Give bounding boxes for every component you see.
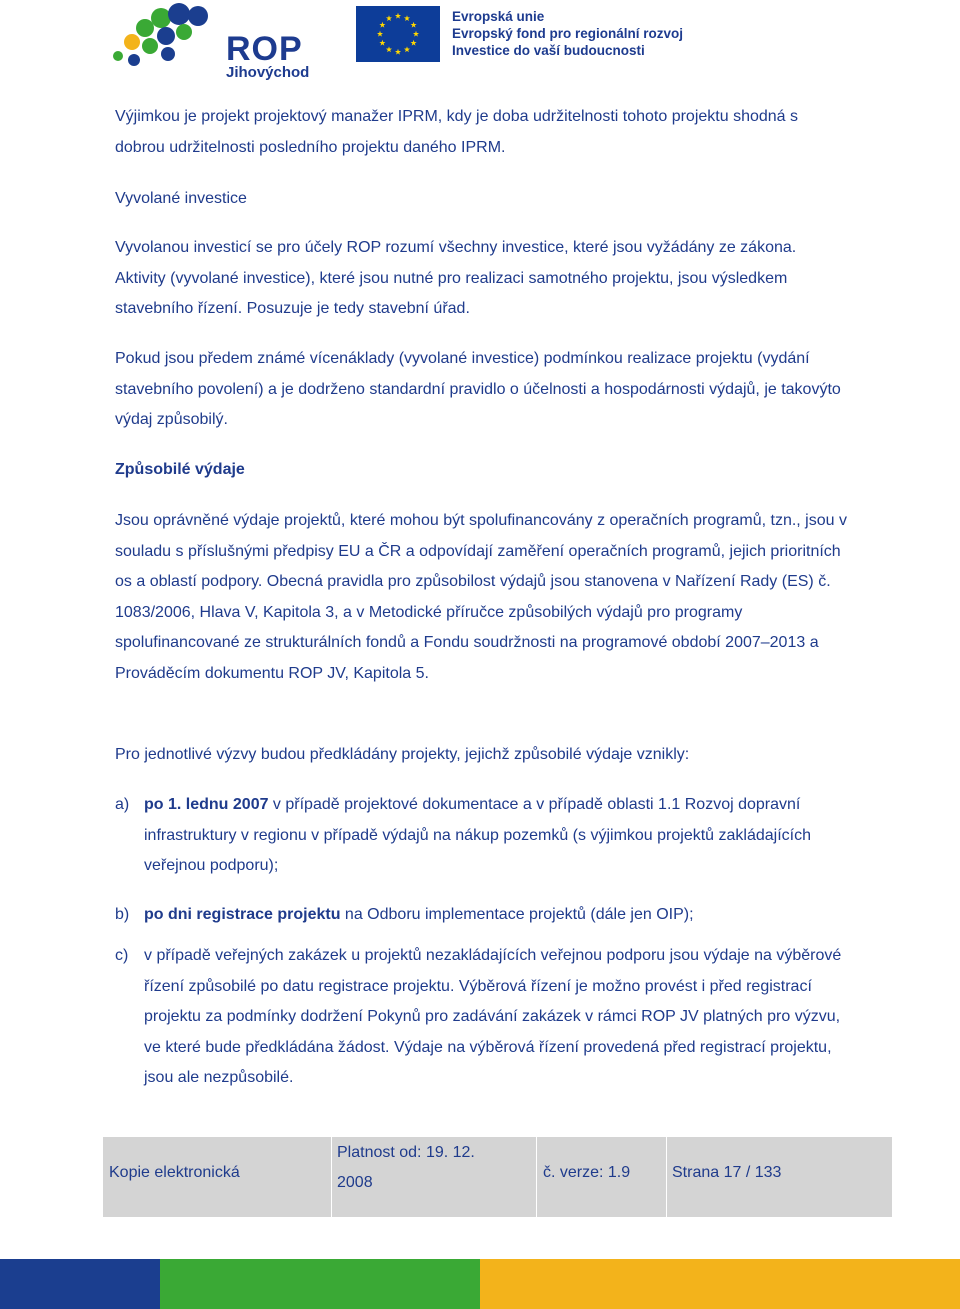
footer-validity	[337, 1138, 532, 1198]
list-text	[144, 900, 854, 931]
list-rest: na Odboru implementace projektů (dále jen OIP);	[340, 906, 694, 923]
list-rest: v případě veřejných zakázek u projektů nezakládajících veřejnou podporu jsou výdaje na výběrové řízení způsobilé po datu registrace projektu. Výběrová řízení je možno provést i před registrací projektu za podmínky dodržení Pokynů pro zadávání zakázek v rámci ROP JV platných pro výzvu, ve které bude předkládána žádost. Výdaje na výběrová řízení provedená před registrací projektu, jsou ale nezpůsobilé.	[144, 947, 842, 1086]
paragraph: Výjimkou je projekt projektový manažer IPRM, kdy je doba udržitelnosti tohoto projektu shodná s dobrou udržitelnosti posledního projektu daného IPRM.	[115, 108, 799, 156]
paragraph: Jsou oprávněné výdaje projektů, které mohou být spolufinancovány z operačních programů, tzn., jsou v souladu s příslušnými předpisy EU a ČR a odpovídají zaměření operačních programů, jejich prioritních os a oblastí podpory. Obecná pravidla pro způsobilost výdajů jsou stanovena v Nařízení Rady (ES) č. 1083/2006, Hlava V, Kapitola 3, a v Metodické příručce způsobilých výdajů pro programy spolufinancované ze strukturálních fondů a Fondu soudržnosti na programové období 2007–2013 a Prováděcím dokumentu ROP JV, Kapitola 5.	[115, 512, 847, 682]
footer-separator	[666, 1137, 667, 1217]
list-bold: po dni registrace projektu	[144, 906, 341, 923]
list-label: b)	[115, 906, 130, 923]
paragraph: Pokud jsou předem známé vícenáklady (vyvolané investice) podmínkou realizace projektu (vydání stavebního povolení) a je dodrženo standardní pravidlo o účelnosti a hospodárnosti výdajů, je takovýto výdaj způsobilý.	[115, 350, 841, 428]
footer-table	[103, 1137, 892, 1217]
eu-line: Evropská unie	[452, 9, 545, 24]
footer-validity-line: Platnost od: 19. 12.	[337, 1144, 475, 1161]
eu-line: Investice do vaší budoucnosti	[452, 43, 645, 58]
eu-flag-icon	[356, 6, 440, 62]
list-label: c)	[115, 947, 129, 964]
list-text	[144, 790, 854, 882]
section-heading: Vyvolané investice	[115, 190, 247, 207]
eu-line: Evropský fond pro regionální rozvoj	[452, 26, 684, 41]
rop-logo-text: ROP	[226, 30, 303, 68]
footer-separator	[331, 1137, 332, 1217]
bar-yellow	[480, 1259, 960, 1309]
list-label: a)	[115, 796, 130, 813]
list-bold: po 1. lednu 2007	[144, 796, 269, 813]
rop-logo-subtitle: Jihovýchod	[226, 64, 310, 81]
footer-validity-line: 2008	[337, 1174, 373, 1191]
eu-logo-text	[452, 8, 683, 59]
section-heading: Způsobilé výdaje	[115, 461, 245, 478]
paragraph: Pro jednotlivé výzvy budou předkládány projekty, jejichž způsobilé výdaje vznikly:	[115, 746, 690, 763]
bottom-color-bar	[0, 1259, 960, 1309]
list-text	[144, 941, 854, 1094]
page-header	[0, 0, 960, 90]
bar-blue	[0, 1259, 160, 1309]
footer-copy: Kopie elektronická	[109, 1164, 240, 1181]
footer-separator	[536, 1137, 537, 1217]
bar-green	[160, 1259, 480, 1309]
list-rest: v případě projektové dokumentace a v případě oblasti 1.1 Rozvoj dopravní infrastruktury v regionu v případě výdajů na nákup pozemků (s výjimkou projektů zakládajících veřejnou podporu);	[144, 796, 811, 874]
footer-version: č. verze: 1.9	[543, 1164, 631, 1181]
paragraph: Vyvolanou investicí se pro účely ROP rozumí všechny investice, které jsou vyžádány ze zákona. Aktivity (vyvolané investice), které jsou nutné pro realizaci samotného projektu, jsou výsledkem stavebního řízení. Posuzuje je tedy stavební úřad.	[115, 239, 797, 317]
footer-page-number: Strana 17 / 133	[672, 1164, 782, 1181]
